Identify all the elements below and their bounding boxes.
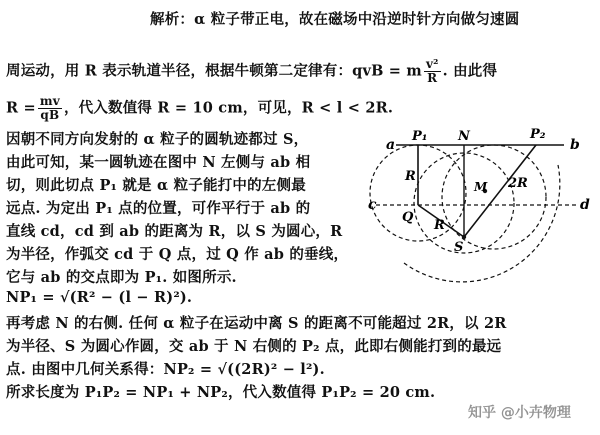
watermark: 知乎 @小卉物理 — [468, 405, 571, 421]
label-R-bottom: R — [434, 218, 445, 233]
analysis-line-12: 再考虑 N 的右侧. 任何 α 粒子在运动中离 S 的距离不可能超过 2R，以 2R — [6, 315, 507, 332]
analysis-line-3 — [6, 95, 393, 122]
fraction-mv-over-qB — [38, 95, 62, 122]
geometry-diagram — [368, 125, 596, 295]
label-2R: 2R — [508, 176, 528, 191]
analysis-line-1: 解析：α 粒子带正电，故在磁场中沿逆时针方向做匀速圆 — [150, 11, 520, 28]
analysis-line-5: 由此可知，某一圆轨迹在图中 N 左侧与 ab 相 — [6, 154, 311, 171]
label-P1: P₁ — [412, 129, 428, 144]
line3-text-b: ，代入数值得 R = 10 cm，可见，R < l < 2R. — [63, 99, 394, 117]
label-M: M — [474, 180, 488, 194]
analysis-line-13: 为半径、S 为圆心作圆，交 ab 于 N 右侧的 P₂ 点，此即右侧能打到的最远 — [6, 338, 502, 355]
label-b: b — [570, 137, 580, 153]
fraction-numerator: v² — [425, 57, 439, 71]
analysis-line-7: 远点. 为定出 P₁ 点的位置，可作平行于 ab 的 — [6, 200, 311, 217]
analysis-line-15: 所求长度为 P₁P₂ = NP₁ + NP₂，代入数值得 P₁P₂ = 20 cm. — [6, 384, 436, 401]
point-S — [462, 235, 466, 239]
label-a: a — [386, 137, 396, 153]
label-P2: P₂ — [530, 127, 546, 142]
analysis-line-11: NP₁ = √(R² − (l − R)²). — [6, 289, 193, 306]
analysis-line-9: 为半径，作弧交 cd 于 Q 点，过 Q 作 ab 的垂线， — [6, 246, 349, 263]
label-S: S — [454, 240, 464, 255]
fraction-denominator: qB — [40, 108, 60, 122]
fraction-v2-over-R — [424, 58, 441, 85]
line2-text-b: . 由此得 — [442, 62, 498, 80]
label-N: N — [458, 129, 470, 144]
line3-text-a: R = — [6, 99, 36, 117]
label-R-left: R — [405, 169, 416, 184]
analysis-line-2 — [6, 58, 497, 85]
analysis-line-14: 点. 由图中几何关系得：NP₂ = √((2R)² − l²). — [6, 361, 325, 378]
label-d: d — [580, 197, 590, 213]
analysis-line-8: 直线 cd，cd 到 ab 的距离为 R，以 S 为圆心，R — [6, 223, 343, 240]
fraction-denominator: R — [427, 71, 438, 85]
analysis-line-10: 它与 ab 的交点即为 P₁. 如图所示. — [6, 269, 237, 286]
analysis-line-6: 切，则此切点 P₁ 就是 α 粒子能打中的左侧最 — [6, 177, 306, 194]
label-c: c — [368, 197, 377, 213]
line2-text-a: 周运动，用 R 表示轨道半径，根据牛顿第二定律有：qvB = m — [6, 62, 422, 80]
fraction-numerator: mv — [39, 94, 60, 108]
analysis-line-4: 因朝不同方向发射的 α 粒子的圆轨迹都过 S， — [6, 131, 309, 148]
label-Q: Q — [402, 210, 414, 225]
